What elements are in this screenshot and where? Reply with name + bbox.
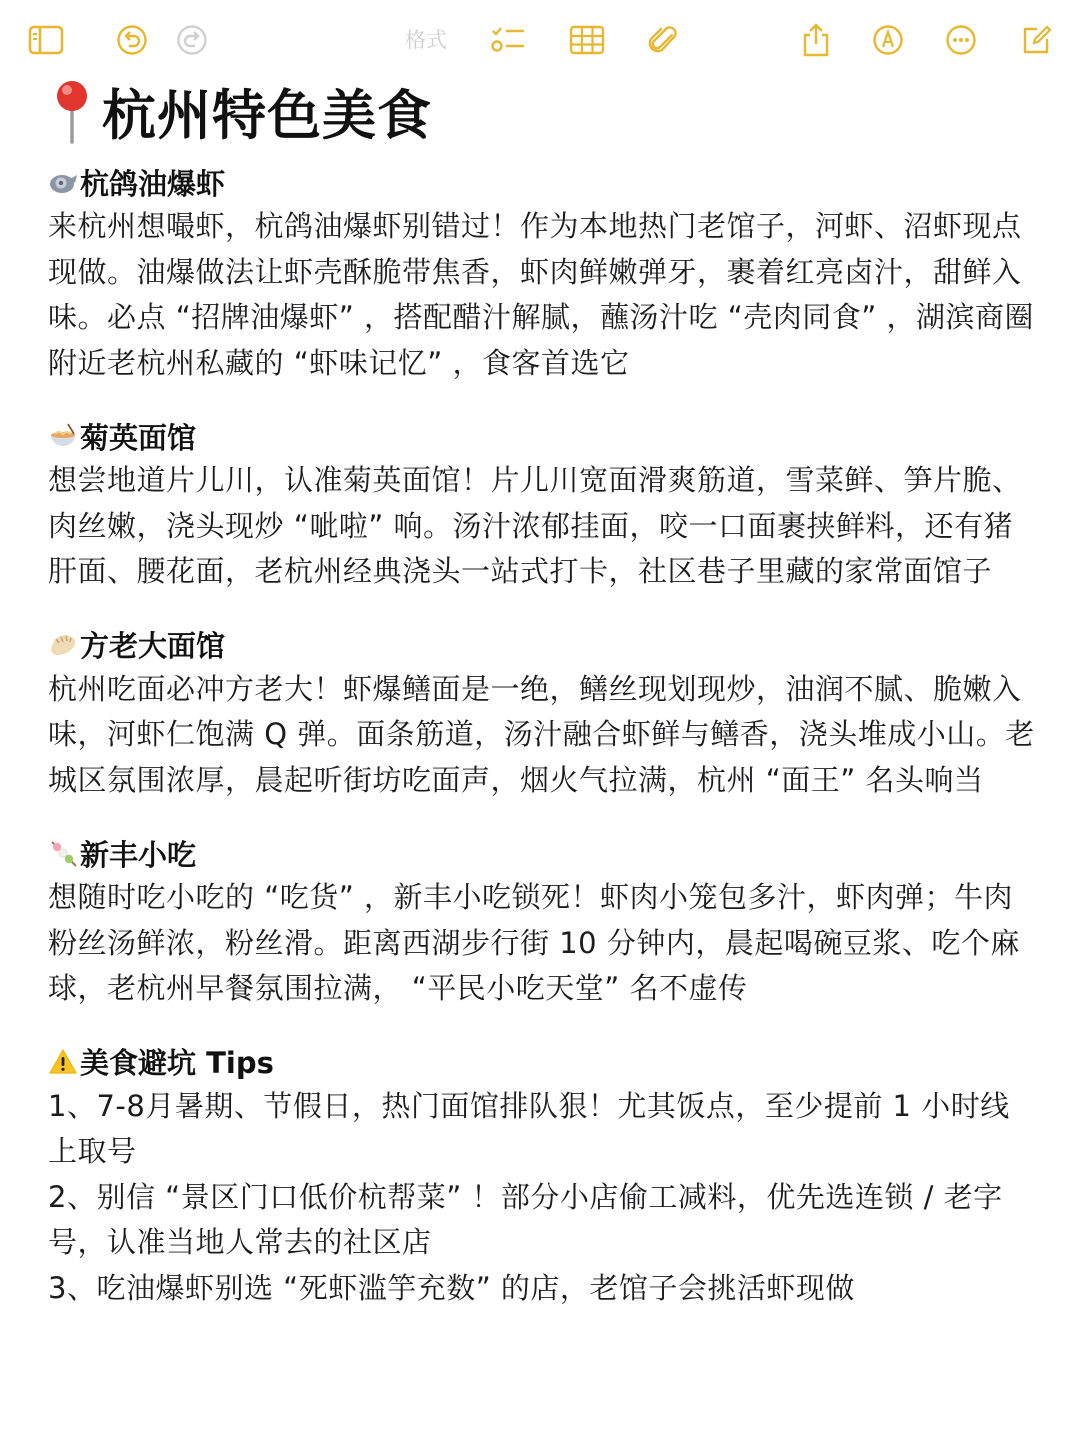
tips-title: 美食避坑 Tips xyxy=(80,1046,274,1080)
section-title: 杭鸽油爆虾 xyxy=(80,166,226,201)
section-title: 方老大面馆 xyxy=(80,629,226,663)
seashell-icon xyxy=(48,167,78,197)
restaurant-section xyxy=(48,414,1038,595)
compose-icon[interactable] xyxy=(1016,20,1056,60)
format-button[interactable]: 格式 xyxy=(405,28,447,52)
section-heading xyxy=(48,831,1038,875)
redo-icon[interactable] xyxy=(172,20,212,60)
checklist-icon[interactable] xyxy=(488,20,528,60)
table-icon[interactable] xyxy=(567,20,607,60)
tip-item: 3、吃油爆虾别选 “死虾滥竽充数” 的店，老馆子会挑活虾现做 xyxy=(48,1270,855,1305)
section-heading xyxy=(48,160,1038,204)
dumpling-icon xyxy=(48,630,78,660)
page-title xyxy=(48,76,432,146)
round-pushpin-icon xyxy=(48,76,96,146)
tip-item: 1、7-8月暑期、节假日，热门面馆排队狠！尤其饭点，至少提前 1 小时线上取号 xyxy=(48,1088,1010,1168)
restaurant-section xyxy=(48,160,1038,386)
section-text: 想尝地道片儿川，认准菊英面馆！片儿川宽面滑爽筋道，雪菜鲜、笋片脆、肉丝嫩，浇头现炒 “呲啦” 响。汤汁浓郁挂面，咬一口面裹挟鲜料，还有猪肝面、腰花面，老杭州经典浇头一站式打卡，社区巷子里藏的家常面馆子 xyxy=(48,463,1022,588)
markup-pen-icon[interactable] xyxy=(868,20,908,60)
restaurant-section xyxy=(48,831,1038,1012)
tips-section xyxy=(48,1040,1038,1312)
section-title: 菊英面馆 xyxy=(80,420,197,455)
more-options-icon[interactable] xyxy=(941,20,981,60)
paperclip-icon[interactable] xyxy=(644,20,684,60)
noodle-bowl-icon xyxy=(48,421,78,451)
share-icon[interactable] xyxy=(796,20,836,60)
section-heading xyxy=(48,623,1038,667)
section-text: 来杭州想嘬虾，杭鸽油爆虾别错过！作为本地热门老馆子，河虾、沼虾现点现做。油爆做法让虾壳酥脆带焦香，虾肉鲜嫩弹牙，裹着红亮卤汁，甜鲜入味。必点 “招牌油爆虾” ，搭配醋汁解腻，蘸汤汁吃 “壳肉同食” ，湖滨商圈附近老杭州私藏的 “虾味记忆” ，食客首选它 xyxy=(48,209,1034,380)
section-title: 新丰小吃 xyxy=(80,837,197,872)
section-heading xyxy=(48,1040,1038,1084)
undo-icon[interactable] xyxy=(112,20,152,60)
section-text: 杭州吃面必冲方老大！虾爆鳝面是一绝，鳝丝现划现炒，油润不腻、脆嫩入味，河虾仁饱满 Q 弹。面条筋道，汤汁融合虾鲜与鳝香，浇头堆成小山。老城区氛围浓厚，晨起听街坊吃面声，烟火气拉满，杭州 “面王” 名头响当 xyxy=(48,671,1035,797)
tip-item: 2、别信 “景区门口低价杭帮菜” ！部分小店偷工减料，优先选连锁 / 老字号，认准当地人常去的社区店 xyxy=(48,1179,1003,1259)
restaurant-section xyxy=(48,623,1038,804)
page-title-text: 杭州特色美食 xyxy=(102,83,432,147)
section-heading xyxy=(48,414,1038,458)
sidebar-toggle-icon[interactable] xyxy=(26,20,66,60)
note-body[interactable] xyxy=(48,160,1038,1339)
section-text: 想随时吃小吃的 “吃货” ，新丰小吃锁死！虾肉小笼包多汁，虾肉弹；牛肉粉丝汤鲜浓，粉丝滑。距离西湖步行街 10 分钟内，晨起喝碗豆浆、吃个麻球，老杭州早餐氛围拉满， “平民小吃天堂” 名不虚传 xyxy=(48,880,1020,1005)
skewer-icon xyxy=(48,838,78,868)
notes-toolbar xyxy=(0,0,1080,78)
warning-icon xyxy=(48,1047,78,1077)
